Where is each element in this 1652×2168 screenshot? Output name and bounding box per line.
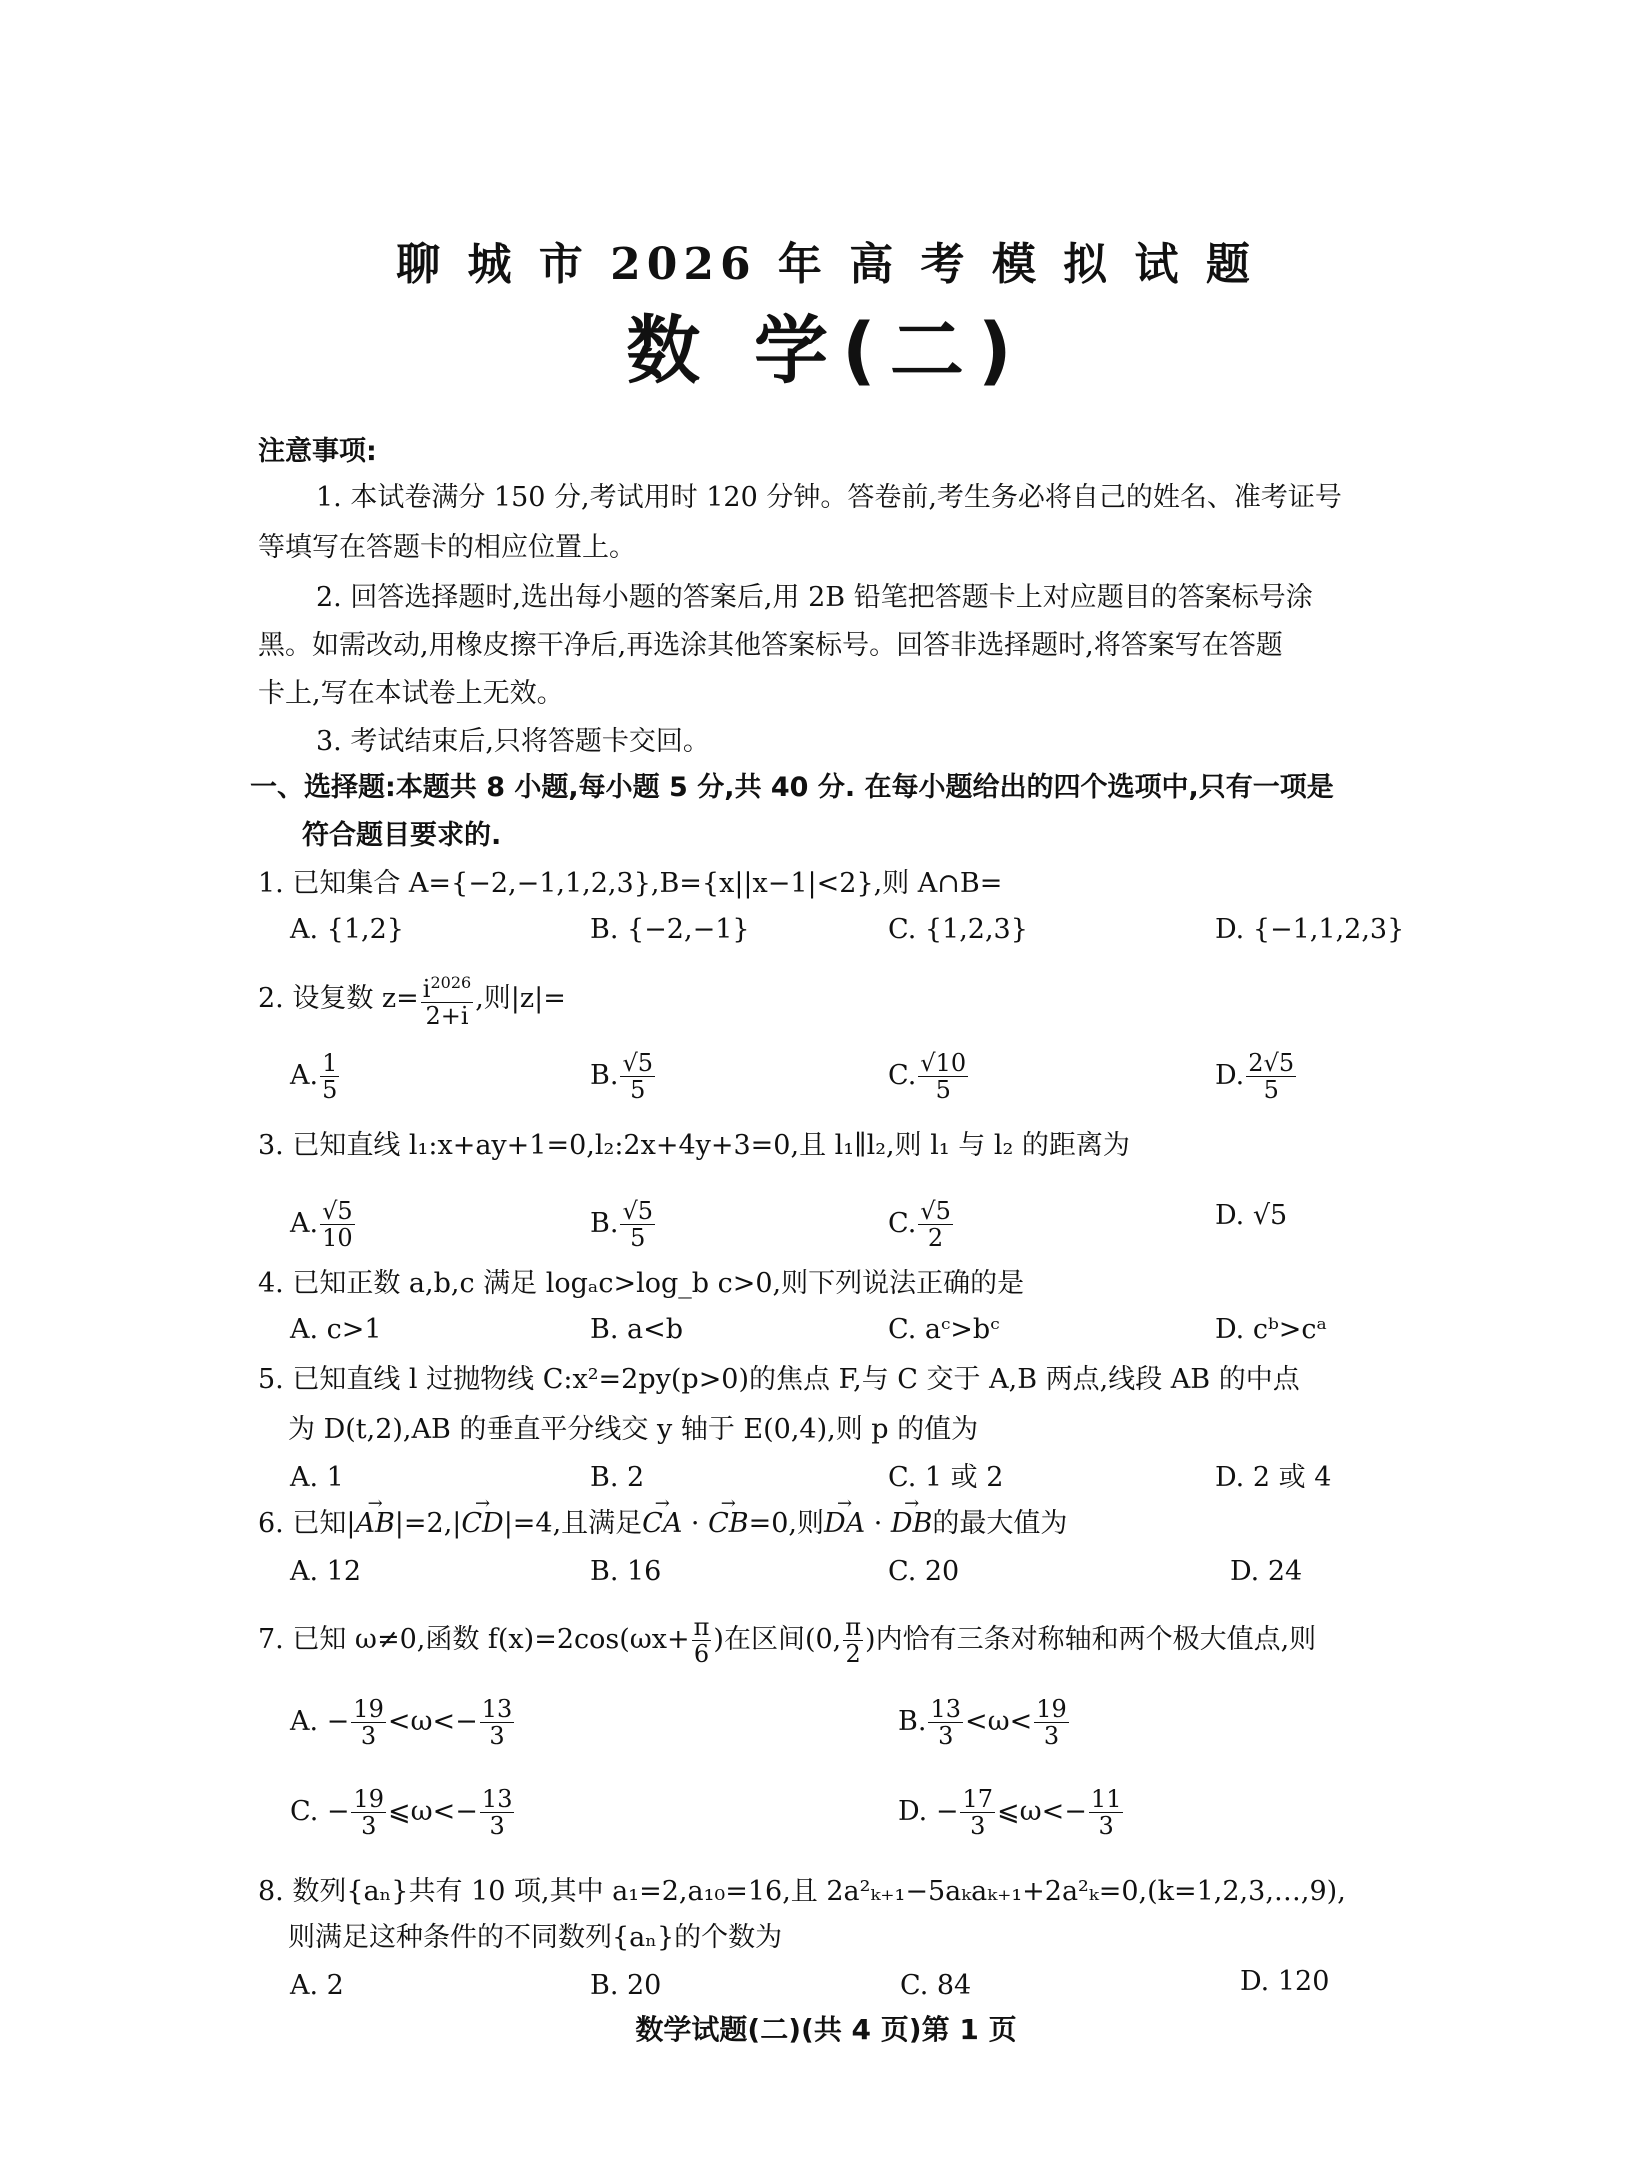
question-7-pi-2: π — [845, 1613, 862, 1641]
question-5-stem-line-2: 为 D(t,2),AB 的垂直平分线交 y 轴于 E(0,4),则 p 的值为 — [288, 1414, 979, 1445]
question-8-option-d: D. 120 — [1240, 1966, 1330, 1997]
question-4-option-d: D. cᵇ>cᵃ — [1215, 1314, 1327, 1345]
question-5-option-d: D. 2 或 4 — [1215, 1462, 1332, 1493]
question-3-stem: 3. 已知直线 l₁:x+ay+1=0,l₂:2x+4y+3=0,且 l₁∥l₂,则 l₁ 与 l₂ 的距离为 — [258, 1130, 1130, 1161]
question-5-stem-line-1: 5. 已知直线 l 过抛物线 C:x²=2py(p>0)的焦点 F,与 C 交于 A,B 两点,线段 AB 的中点 — [258, 1364, 1300, 1395]
question-7-option-b: B. $\frac{13}{3}$ <ω< $\frac{19}{3}$ — [898, 1695, 1067, 1750]
question-8-option-b: B. 20 — [590, 1970, 662, 2001]
question-3-option-d: D. √5 — [1215, 1200, 1288, 1231]
question-2-option-a: A. $\frac{1}{5}$ — [290, 1049, 338, 1104]
question-2-stem-suffix: ,则|z|= — [475, 983, 566, 1014]
question-1-option-b: B. {−2,−1} — [590, 914, 750, 945]
notice-item-1-line-1: 1. 本试卷满分 150 分,考试用时 120 分钟。答卷前,考生务必将自己的姓名、准考证号 — [316, 482, 1342, 513]
question-8-stem-line-2: 则满足这种条件的不同数列{aₙ}的个数为 — [288, 1922, 783, 1953]
question-2-option-b: B. $\frac{√5}{5}$ — [590, 1049, 653, 1104]
question-2-option-d: D. $\frac{2√5}{5}$ — [1215, 1049, 1295, 1104]
notice-heading: 注意事项: — [258, 436, 377, 467]
vector-cd: → CD — [461, 1504, 503, 1544]
question-8-option-a: A. 2 — [290, 1970, 344, 2001]
page-footer: 数学试题(二)(共 4 页)第 1 页 — [635, 2013, 1017, 2046]
vector-da: → DA — [824, 1504, 865, 1544]
question-7-option-c: C. − $\frac{19}{3}$ ⩽ω<− $\frac{13}{3}$ — [290, 1785, 513, 1840]
exam-subject-title: 数 学(二) — [626, 308, 1026, 394]
question-5-option-c: C. 1 或 2 — [888, 1462, 1004, 1493]
question-4-option-a: A. c>1 — [290, 1314, 382, 1345]
question-2-numerator: i — [422, 975, 431, 1003]
question-7-stem: 7. 已知 ω≠0,函数 f(x)=2cos(ωx+ $\frac{\pi}{6}$ )在区间(0, $\frac{\pi}{2}$ )内恰有三条对称轴和两个极大值点,则 — [258, 1613, 1317, 1668]
vector-ab: → AB — [355, 1504, 394, 1544]
vector-cb: → CB — [708, 1504, 749, 1544]
notice-item-2-line-1: 2. 回答选择题时,选出每小题的答案后,用 2B 铅笔把答题卡上对应题目的答案标号涂 — [316, 582, 1313, 613]
question-5-option-a: A. 1 — [290, 1462, 344, 1493]
question-6-option-d: D. 24 — [1230, 1556, 1303, 1587]
section-1-heading-line-1: 一、选择题:本题共 8 小题,每小题 5 分,共 40 分. 在每小题给出的四个选项中,只有一项是 — [250, 772, 1334, 803]
question-3-option-a: A. $\frac{√5}{10}$ — [290, 1197, 353, 1252]
notice-item-2-line-2: 黑。如需改动,用橡皮擦干净后,再选涂其他答案标号。回答非选择题时,将答案写在答题 — [258, 630, 1283, 661]
question-7-option-a: A. − $\frac{19}{3}$ <ω<− $\frac{13}{3}$ — [290, 1695, 513, 1750]
question-8-stem-line-1: 8. 数列{aₙ}共有 10 项,其中 a₁=2,a₁₀=16,且 2a²ₖ₊₁−5aₖaₖ₊₁+2a²ₖ=0,(k=1,2,3,…,9), — [258, 1876, 1346, 1907]
section-1-heading-line-2: 符合题目要求的. — [302, 820, 502, 851]
question-2-stem — [258, 970, 566, 1030]
notice-item-3: 3. 考试结束后,只将答题卡交回。 — [316, 726, 710, 757]
question-2-denominator: 2+i — [425, 1002, 469, 1030]
vector-ca: → CA — [642, 1504, 682, 1544]
question-2-stem-prefix: 2. 设复数 z= — [258, 983, 419, 1014]
exam-title: 聊 城 市 2026 年 高 考 模 拟 试 题 — [396, 239, 1256, 290]
question-4-stem: 4. 已知正数 a,b,c 满足 logₐc>log_b c>0,则下列说法正确的是 — [258, 1268, 1025, 1299]
question-1-option-c: C. {1,2,3} — [888, 914, 1028, 945]
question-1-option-a: A. {1,2} — [290, 914, 404, 945]
notice-item-2-line-3: 卡上,写在本试卷上无效。 — [258, 678, 564, 709]
question-1-option-d: D. {−1,1,2,3} — [1215, 914, 1405, 945]
question-6-option-c: C. 20 — [888, 1556, 960, 1587]
question-6-stem: 6. 已知|→ AB|=2,|→ CD|=4,且满足→ CA · → CB=0,则→ DA · → DB的最大值为 — [258, 1504, 1067, 1544]
question-3-option-b: B. $\frac{√5}{5}$ — [590, 1197, 653, 1252]
notice-item-1-line-2: 等填写在答题卡的相应位置上。 — [258, 532, 636, 563]
question-2-exponent: 2026 — [430, 973, 472, 992]
question-4-option-b: B. a<b — [590, 1314, 684, 1345]
question-1-stem: 1. 已知集合 A={−2,−1,1,2,3},B={x||x−1|<2},则 A∩B= — [258, 868, 1003, 899]
question-2-option-c: C. $\frac{√10}{5}$ — [888, 1049, 967, 1104]
question-6-option-b: B. 16 — [590, 1556, 662, 1587]
question-3-option-c: C. $\frac{√5}{2}$ — [888, 1197, 951, 1252]
question-5-option-b: B. 2 — [590, 1462, 645, 1493]
question-2-fraction — [421, 970, 473, 1029]
question-7-option-d: D. − $\frac{17}{3}$ ⩽ω<− $\frac{11}{3}$ — [898, 1785, 1122, 1840]
question-4-option-c: C. aᶜ>bᶜ — [888, 1314, 1000, 1345]
vector-db: → DB — [891, 1504, 933, 1544]
question-8-option-c: C. 84 — [900, 1970, 972, 2001]
question-6-option-a: A. 12 — [290, 1556, 362, 1587]
